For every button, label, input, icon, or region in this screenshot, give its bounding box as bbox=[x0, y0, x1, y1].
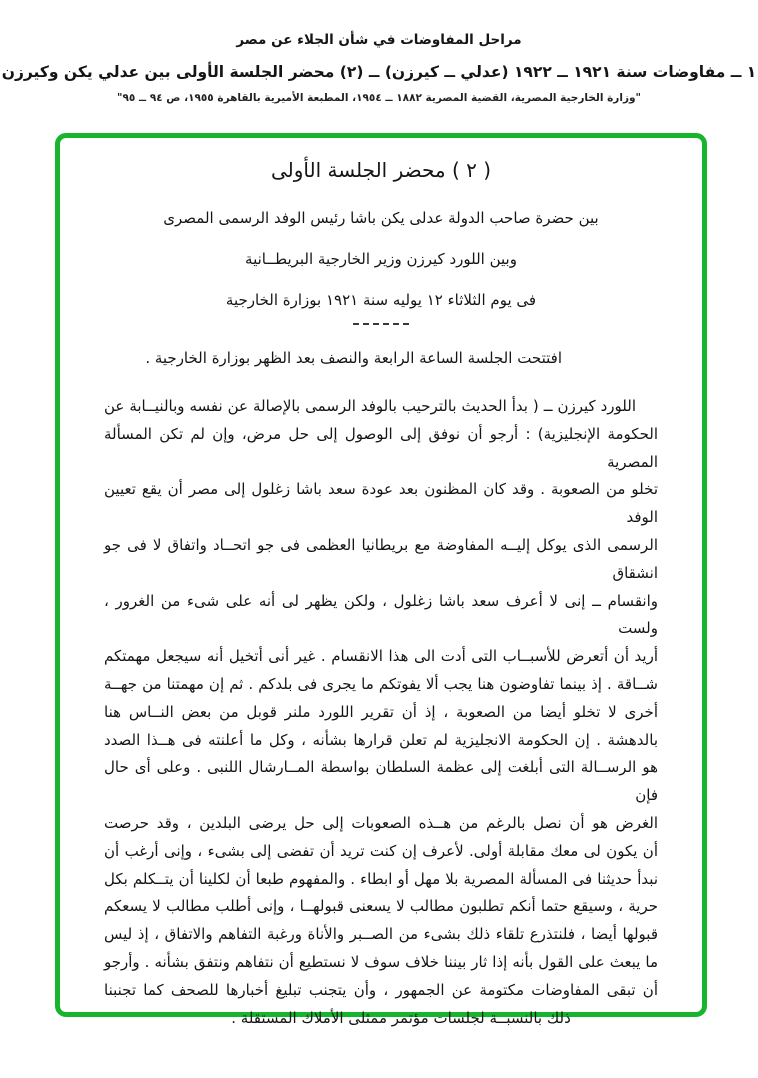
body-line: وانقسام ــ إنى لا أعرف سعد باشا زغلول ، ولكن يظهر لى أنه على شىء من الغرور ، ولست bbox=[104, 591, 658, 638]
body-line: بالدهشة . إن الحكومة الانجليزية لم تعلن قرارها بشأنه ، وكل ما أعلنته فى هــذا الصدد bbox=[104, 730, 658, 749]
dashed-divider bbox=[353, 323, 409, 325]
body-line: أن تبقى المفاوضات مكتومة عن الجمهور ، وأن يتجنب تبليغ أخبارها للصحف كما تجنبنا bbox=[104, 980, 658, 999]
source-citation: "وزارة الخارجية المصرية، القضية المصرية ١٨٨٢ ــ ١٩٥٤، المطبعة الأميرية بالقاهرة ١٩٥٥، ص ٩٤ ــ ٩٥" bbox=[117, 92, 641, 104]
highlight-frame bbox=[55, 133, 707, 1027]
body-line: هو الرســالة التى أبلغت إلى عظمة السلطان بواسطة المــارشال اللنبى . وعلى أى حال فإن bbox=[104, 758, 658, 805]
body-line: أن يكون لى معك مقابلة أولى. لأعرف إن كنت تريد أن تفضى إلى بشىء ، وإنى أرغب أن bbox=[104, 841, 658, 860]
body-line: شــاقة . إذ بينما تفاوضون هنا يجب ألا يفوتكم ما يجرى فى بلدكم . ثم إن مهمتنا من جهــة bbox=[104, 674, 658, 693]
body-line: تخلو من الصعوبة . وقد كان المظنون بعد عودة سعد باشا زغلول إلى مصر أن يقع تعيين الوفد bbox=[104, 480, 658, 527]
opening-paragraph: افتتحت الجلسة الساعة الرابعة والنصف بعد الظهر بوزارة الخارجية . bbox=[145, 349, 562, 367]
document-title: ( ٢ ) محضر الجلسة الأولى bbox=[270, 158, 492, 182]
body-line: قبولها أيضا ، فلنتذرع تلقاء ذلك بشىء من الصــبر والأناة ورغبة التفاهم والاتفاق ، إذ ليس bbox=[104, 925, 658, 944]
body-line: نبدأ حديثنا فى المسألة المصرية بلا مهل أو ابطاء . والمفهوم طبعا أن لكلينا أن يتــكلم بكل bbox=[104, 869, 658, 888]
body-line: أخرى لا تخلو أيضا من الصعوبة ، إذ أن تقرير اللورد ملنر قوبل من بعض النــاس هنا bbox=[104, 702, 658, 721]
section-heading: ١ ــ مفاوضات سنة ١٩٢١ ــ ١٩٢٢ (عدلي ــ كيرزن) ــ (٢) محضر الجلسة الأولى بين عدلي يكن وكيرزن bbox=[1, 63, 757, 81]
collection-title: مراحل المفاوضات في شأن الجلاء عن مصر bbox=[236, 32, 522, 48]
body-line: حرية ، وسيقع حتما أنكم تطلبون مطالب لا يسعنى قبولهــا ، وإنى أطلب مطالب لا يسعكم bbox=[104, 897, 658, 916]
page-header bbox=[0, 32, 758, 104]
minutes-body bbox=[104, 393, 658, 1032]
session-date-line: فى يوم الثلاثاء ١٢ يوليه سنة ١٩٢١ بوزارة الخارجية bbox=[225, 291, 537, 309]
body-line: الحكومة الإنجليزية) : أرجو أن نوفق إلى الوصول إلى حل مرض، وإن لم تكن المسألة المصرية bbox=[104, 424, 658, 471]
body-line: الرسمى الذى يوكل إليــه المفاوضة مع بريطانيا العظمى فى جو اتحــاد واتفاق لا فى جو انشقاق bbox=[104, 535, 658, 582]
body-line: ما يبعث على القول بأنه إذا ثار بيننا خلاف سوف لا نستطيع أن نتفاهم ونتفق بشأنه . وأرجو bbox=[104, 952, 658, 971]
body-line: الغرض هو أن نصل بالرغم من هــذه الصعوبات إلى حل يرضى البلدين ، وقد حرصت bbox=[104, 813, 658, 832]
body-line: اللورد كيرزن ــ ( بدأ الحديث بالترحيب بالوفد الرسمى بالإصالة عن نفسه وبالنيــابة عن bbox=[104, 397, 636, 415]
parties-line-egyptian-delegation: بين حضرة صاحب الدولة عدلى يكن باشا رئيس الوفد الرسمى المصرى bbox=[163, 209, 599, 227]
body-line: ذلك بالنسبــة لجلسات مؤتمر ممثلى الأملاك المستقلة . bbox=[231, 1008, 571, 1027]
parties-line-british-minister: وبين اللورد كيرزن وزير الخارجية البريطــانية bbox=[245, 250, 517, 268]
body-line: أريد أن أتعرض للأسبــاب التى أدت الى هذا الانقسام . غير أنى أتخيل أنه سيجعل مهمتكم bbox=[104, 647, 658, 666]
